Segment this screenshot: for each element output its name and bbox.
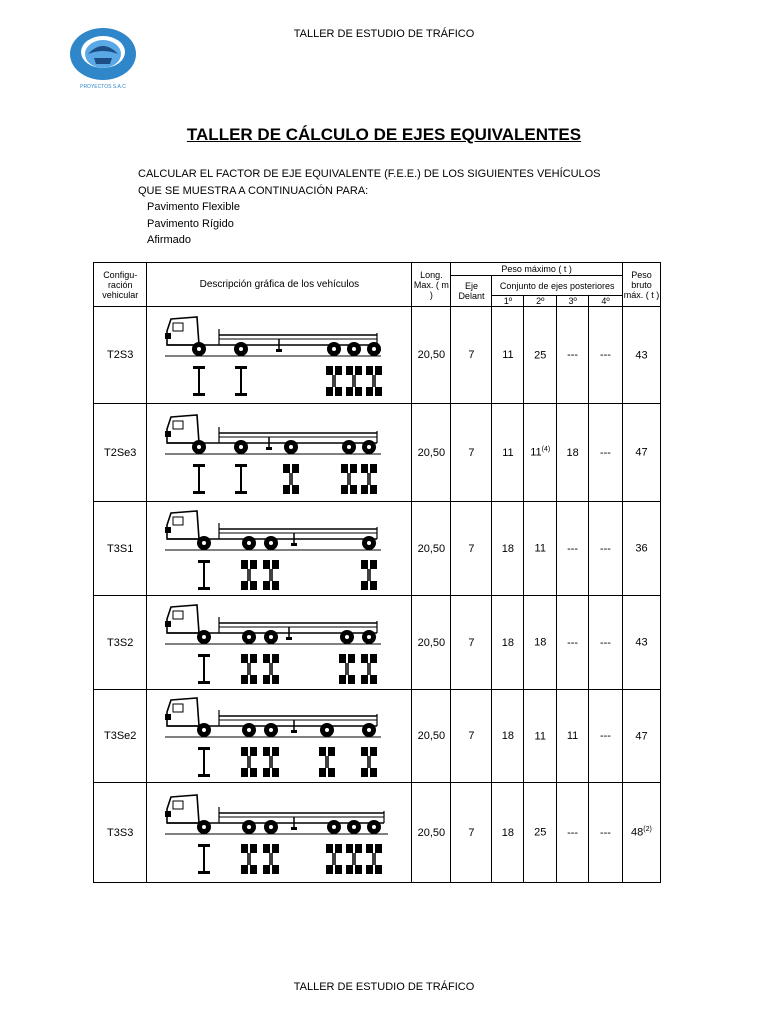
axle-icon <box>326 844 342 874</box>
vehicle-diagram <box>159 789 399 877</box>
axle-icon <box>198 844 210 874</box>
truck-cab-icon <box>165 511 199 539</box>
table-row <box>94 404 661 502</box>
col-3-cell: --- <box>557 783 589 883</box>
axle-icon <box>263 844 279 874</box>
axle-icon <box>193 366 205 396</box>
wheel-icon <box>242 723 256 737</box>
peso-bruto-value: 43 <box>635 349 648 362</box>
col-2-value: 11 <box>530 446 542 459</box>
col-2-cell <box>524 783 557 883</box>
col-1-cell: 18 <box>492 783 524 883</box>
vehicle-drawing-cell <box>147 502 412 596</box>
table-row <box>94 596 661 690</box>
axle-icon <box>263 747 279 777</box>
truck-cab-icon <box>165 795 199 823</box>
intro-item: Pavimento Flexible <box>147 201 240 213</box>
axle-icon <box>198 747 210 777</box>
axle-icon <box>366 366 382 396</box>
intro-item: Pavimento Rígido <box>147 217 234 230</box>
header-length: Long. Max. ( m ) <box>412 263 451 307</box>
vehicle-diagram <box>159 505 399 593</box>
axle-icon <box>198 654 210 684</box>
eje-delant-cell: 7 <box>451 783 492 883</box>
config-cell: T2S3 <box>94 307 147 404</box>
wheel-icon <box>320 723 334 737</box>
col-4-cell: --- <box>589 596 623 690</box>
axle-icon <box>241 747 257 777</box>
truck-cab-icon <box>165 605 199 633</box>
wheel-icon <box>342 440 356 454</box>
wheel-icon <box>197 536 211 550</box>
header-config: Configu-ración vehicular <box>94 263 147 307</box>
intro-item: Afirmado <box>147 234 192 246</box>
axle-icon <box>366 844 382 874</box>
config-cell: T3Se2 <box>94 690 147 783</box>
axle-icon <box>235 464 247 494</box>
peso-bruto-cell <box>622 307 660 404</box>
peso-bruto-value: 43 <box>635 636 648 649</box>
length-cell: 20,50 <box>412 690 451 783</box>
header-peso-maximo: Peso máximo ( t ) <box>451 263 623 276</box>
col-1-cell: 11 <box>492 307 524 404</box>
truck-cab-icon <box>165 415 199 443</box>
vehicle-drawing-cell <box>147 596 412 690</box>
col-2-cell <box>524 404 557 502</box>
axle-icon <box>346 366 362 396</box>
intro-text <box>138 166 601 249</box>
vehicle-diagram <box>159 409 399 497</box>
col-4-cell: --- <box>589 404 623 502</box>
axle-icon <box>346 844 362 874</box>
vehicle-drawing-cell <box>147 404 412 502</box>
intro-line-1: CALCULAR EL FACTOR DE EJE EQUIVALENTE (F.E.E.) DE LOS SIGUIENTES VEHÍCULOS <box>138 168 601 180</box>
col-3-cell: --- <box>557 596 589 690</box>
axle-icon <box>198 560 210 590</box>
axle-icon <box>235 366 247 396</box>
vehicle-table <box>93 262 661 883</box>
wheel-icon <box>264 723 278 737</box>
table-row <box>94 783 661 883</box>
wheel-icon <box>197 630 211 644</box>
axle-icon <box>241 560 257 590</box>
wheel-icon <box>347 820 361 834</box>
vehicle-diagram <box>159 692 399 780</box>
truck-cab-icon <box>165 317 199 345</box>
logo-caption: PROYECTOS S.A.C <box>80 84 126 90</box>
header-eje-delant: Eje Delant <box>451 276 492 307</box>
wheel-icon <box>192 440 206 454</box>
col-4-cell: --- <box>589 502 623 596</box>
vehicle-diagram <box>159 599 399 687</box>
wheel-icon <box>242 820 256 834</box>
page-header: TALLER DE ESTUDIO DE TRÁFICO <box>293 28 475 40</box>
eje-delant-cell: 7 <box>451 307 492 404</box>
col-4-cell: --- <box>589 690 623 783</box>
length-cell: 20,50 <box>412 596 451 690</box>
col-2-value: 25 <box>534 826 547 839</box>
header-col-3: 3º <box>557 296 589 307</box>
truck-cab-icon <box>165 698 199 726</box>
axle-icon <box>193 464 205 494</box>
col-2-note: (4) <box>541 446 551 454</box>
wheel-icon <box>362 440 376 454</box>
header-col-4: 4º <box>589 296 623 307</box>
col-1-cell: 18 <box>492 690 524 783</box>
wheel-icon <box>264 536 278 550</box>
wheel-icon <box>367 342 381 356</box>
wheel-icon <box>327 820 341 834</box>
peso-bruto-cell <box>622 783 660 883</box>
col-1-cell: 18 <box>492 502 524 596</box>
vehicle-drawing-cell <box>147 783 412 883</box>
col-4-cell: --- <box>589 783 623 883</box>
col-2-value: 11 <box>534 730 546 743</box>
config-cell: T3S3 <box>94 783 147 883</box>
axle-icon <box>241 844 257 874</box>
wheel-icon <box>284 440 298 454</box>
page-footer: TALLER DE ESTUDIO DE TRÁFICO <box>293 981 475 993</box>
axle-icon <box>361 654 377 684</box>
wheel-icon <box>362 630 376 644</box>
table-row <box>94 502 661 596</box>
axle-icon <box>319 747 335 777</box>
peso-bruto-value: 47 <box>635 446 648 459</box>
wheel-icon <box>264 820 278 834</box>
eje-delant-cell: 7 <box>451 690 492 783</box>
col-2-cell <box>524 596 557 690</box>
peso-bruto-cell <box>622 404 660 502</box>
axle-icon <box>263 560 279 590</box>
axle-icon <box>341 464 357 494</box>
length-cell: 20,50 <box>412 307 451 404</box>
col-3-cell: --- <box>557 307 589 404</box>
peso-bruto-value: 47 <box>635 730 648 743</box>
col-2-cell <box>524 690 557 783</box>
axle-icon <box>326 366 342 396</box>
eje-delant-cell: 7 <box>451 404 492 502</box>
axle-icon <box>361 747 377 777</box>
axle-icon <box>361 560 377 590</box>
eje-delant-cell: 7 <box>451 596 492 690</box>
peso-bruto-value: 48 <box>631 826 644 839</box>
header-col-2: 2º <box>524 296 557 307</box>
config-cell: T3S1 <box>94 502 147 596</box>
length-cell: 20,50 <box>412 783 451 883</box>
vehicle-drawing-cell <box>147 690 412 783</box>
wheel-icon <box>242 630 256 644</box>
eje-delant-cell: 7 <box>451 502 492 596</box>
intro-line-2: QUE SE MUESTRA A CONTINUACIÓN PARA: <box>138 184 369 197</box>
vehicle-drawing-cell <box>147 307 412 404</box>
wheel-icon <box>327 342 341 356</box>
col-2-cell <box>524 307 557 404</box>
col-2-value: 18 <box>534 636 547 649</box>
peso-bruto-note: (2) <box>643 826 652 834</box>
wheel-icon <box>197 820 211 834</box>
col-3-cell: 11 <box>557 690 589 783</box>
wheel-icon <box>264 630 278 644</box>
col-2-cell <box>524 502 557 596</box>
axle-icon <box>263 654 279 684</box>
wheel-icon <box>367 820 381 834</box>
header-peso-bruto: Peso bruto máx. ( t ) <box>622 263 660 307</box>
wheel-icon <box>347 342 361 356</box>
header-conjunto: Conjunto de ejes posteriores <box>492 276 622 296</box>
table-row <box>94 307 661 404</box>
col-2-value: 11 <box>534 542 546 555</box>
config-cell: T3S2 <box>94 596 147 690</box>
col-2-value: 25 <box>534 349 547 362</box>
wheel-icon <box>197 723 211 737</box>
header-col-1: 1º <box>492 296 524 307</box>
vehicle-table-body <box>94 307 661 883</box>
axle-icon <box>339 654 355 684</box>
table-row <box>94 690 661 783</box>
length-cell: 20,50 <box>412 502 451 596</box>
peso-bruto-value: 36 <box>635 542 648 555</box>
axle-icon <box>241 654 257 684</box>
peso-bruto-cell <box>622 690 660 783</box>
length-cell: 20,50 <box>412 404 451 502</box>
vehicle-diagram <box>159 311 399 399</box>
wheel-icon <box>234 440 248 454</box>
col-3-cell: --- <box>557 502 589 596</box>
page-title: TALLER DE CÁLCULO DE EJES EQUIVALENTES <box>186 125 582 144</box>
axle-icon <box>361 464 377 494</box>
peso-bruto-cell <box>622 596 660 690</box>
wheel-icon <box>362 723 376 737</box>
axle-icon <box>283 464 299 494</box>
wheel-icon <box>340 630 354 644</box>
company-logo <box>66 24 140 92</box>
col-1-cell: 18 <box>492 596 524 690</box>
peso-bruto-cell <box>622 502 660 596</box>
config-cell: T2Se3 <box>94 404 147 502</box>
wheel-icon <box>192 342 206 356</box>
col-3-cell: 18 <box>557 404 589 502</box>
header-description: Descripción gráfica de los vehículos <box>147 263 412 307</box>
wheel-icon <box>242 536 256 550</box>
wheel-icon <box>362 536 376 550</box>
col-4-cell: --- <box>589 307 623 404</box>
col-1-cell: 11 <box>492 404 524 502</box>
wheel-icon <box>234 342 248 356</box>
